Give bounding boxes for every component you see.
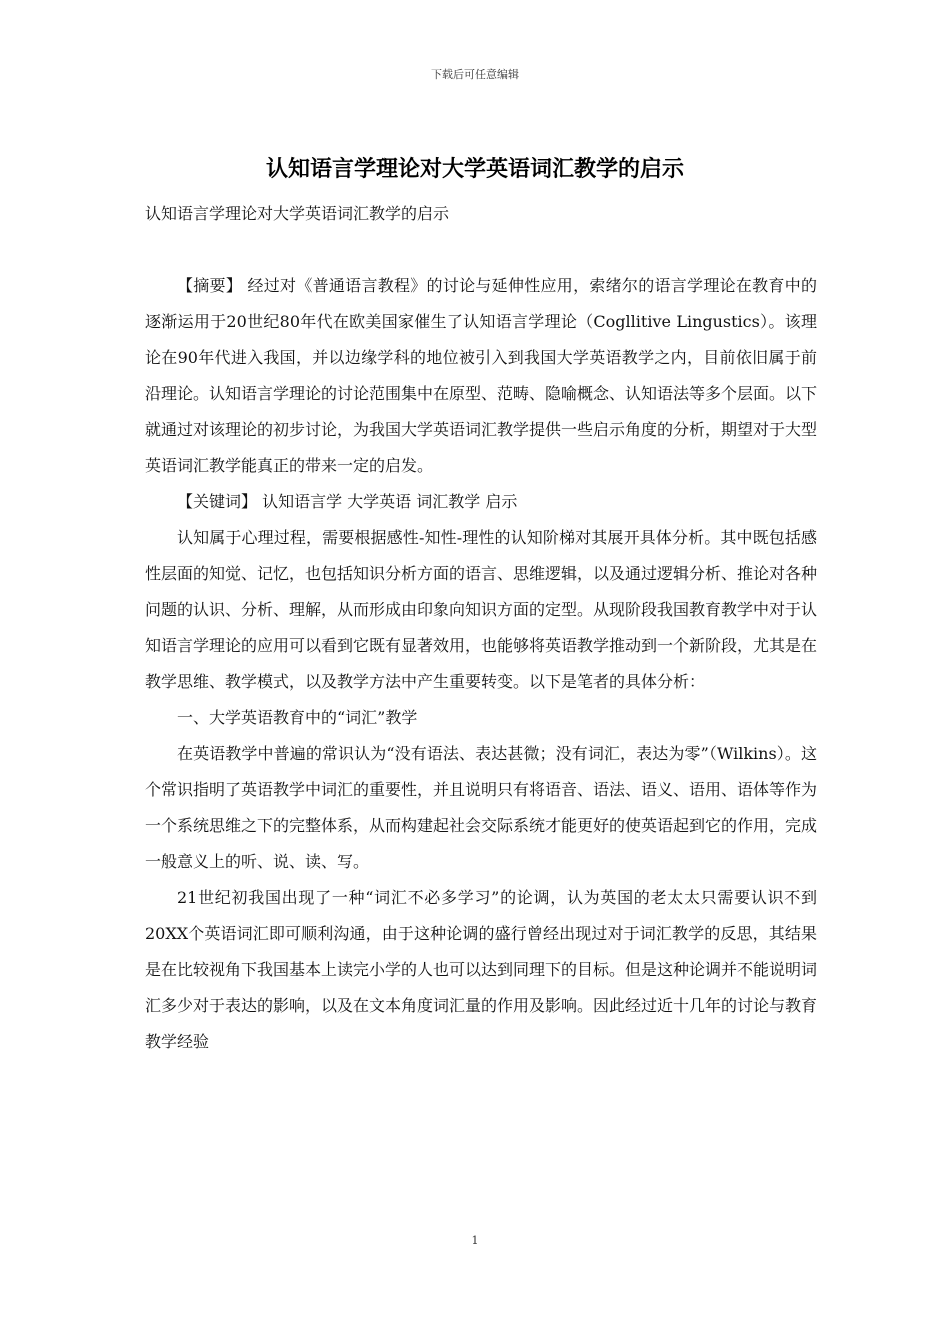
abstract-paragraph: 【摘要】 经过对《普通语言教程》的讨论与延伸性应用，索绪尔的语言学理论在教育中的逐渐运用于20世纪80年代在欧美国家催生了认知语言学理论（Cogllitive Lingustics）。该理论在90年代进入我国，并以边缘学科的地位被引入到我国大学英语教学之内，目前依旧属于前沿理论。认知语言学理论的讨论范围集中在原型、范畴、隐喻概念、认知语法等多个层面。以下就通过对该理论的初步讨论，为我国大学英语词汇教学提供一些启示角度的分析，期望对于大型英语词汇教学能真正的带来一定的启发。 [145, 276, 818, 475]
document-title: 认知语言学理论对大学英语词汇教学的启示 [265, 156, 684, 182]
page-header-note: 下载后可任意编辑 [431, 68, 519, 81]
page-number: 1 [471, 1234, 479, 1247]
body-paragraph: 在英语教学中普遍的常识认为“没有语法、表达甚微；没有词汇，表达为零”（Wilkins）。这个常识指明了英语教学中词汇的重要性，并且说明只有将语音、语法、语义、语用、语体等作为一个系统思维之下的完整体系，从而构建起社会交际系统才能更好的使英语起到它的作用，完成一般意义上的听、说、读、写。 [145, 744, 818, 871]
document-body [145, 268, 817, 1060]
body-paragraph: 认知属于心理过程，需要根据感性-知性-理性的认知阶梯对其展开具体分析。其中既包括感性层面的知觉、记忆，也包括知识分析方面的语言、思维逻辑，以及通过逻辑分析、推论对各种问题的认识、分析、理解，从而形成由印象向知识方面的定型。从现阶段我国教育教学中对于认知语言学理论的应用可以看到它既有显著效用，也能够将英语教学推动到一个新阶段，尤其是在教学思维、教学模式，以及教学方法中产生重要转变。以下是笔者的具体分析： [145, 528, 818, 691]
body-paragraph: 21世纪初我国出现了一种“词汇不必多学习”的论调，认为英国的老太太只需要认识不到20XX个英语词汇即可顺利沟通，由于这种论调的盛行曾经出现过对于词汇教学的反思，其结果是在比较视角下我国基本上读完小学的人也可以达到同理下的目标。但是这种论调并不能说明词汇多少对于表达的影响，以及在文本角度词汇量的作用及影响。因此经过近十几年的讨论与教育教学经验 [145, 888, 818, 1051]
section-heading: 一、大学英语教育中的“词汇”教学 [177, 708, 418, 727]
keywords-paragraph: 【关键词】 认知语言学 大学英语 词汇教学 启示 [177, 492, 518, 511]
document-subtitle: 认知语言学理论对大学英语词汇教学的启示 [145, 204, 450, 223]
